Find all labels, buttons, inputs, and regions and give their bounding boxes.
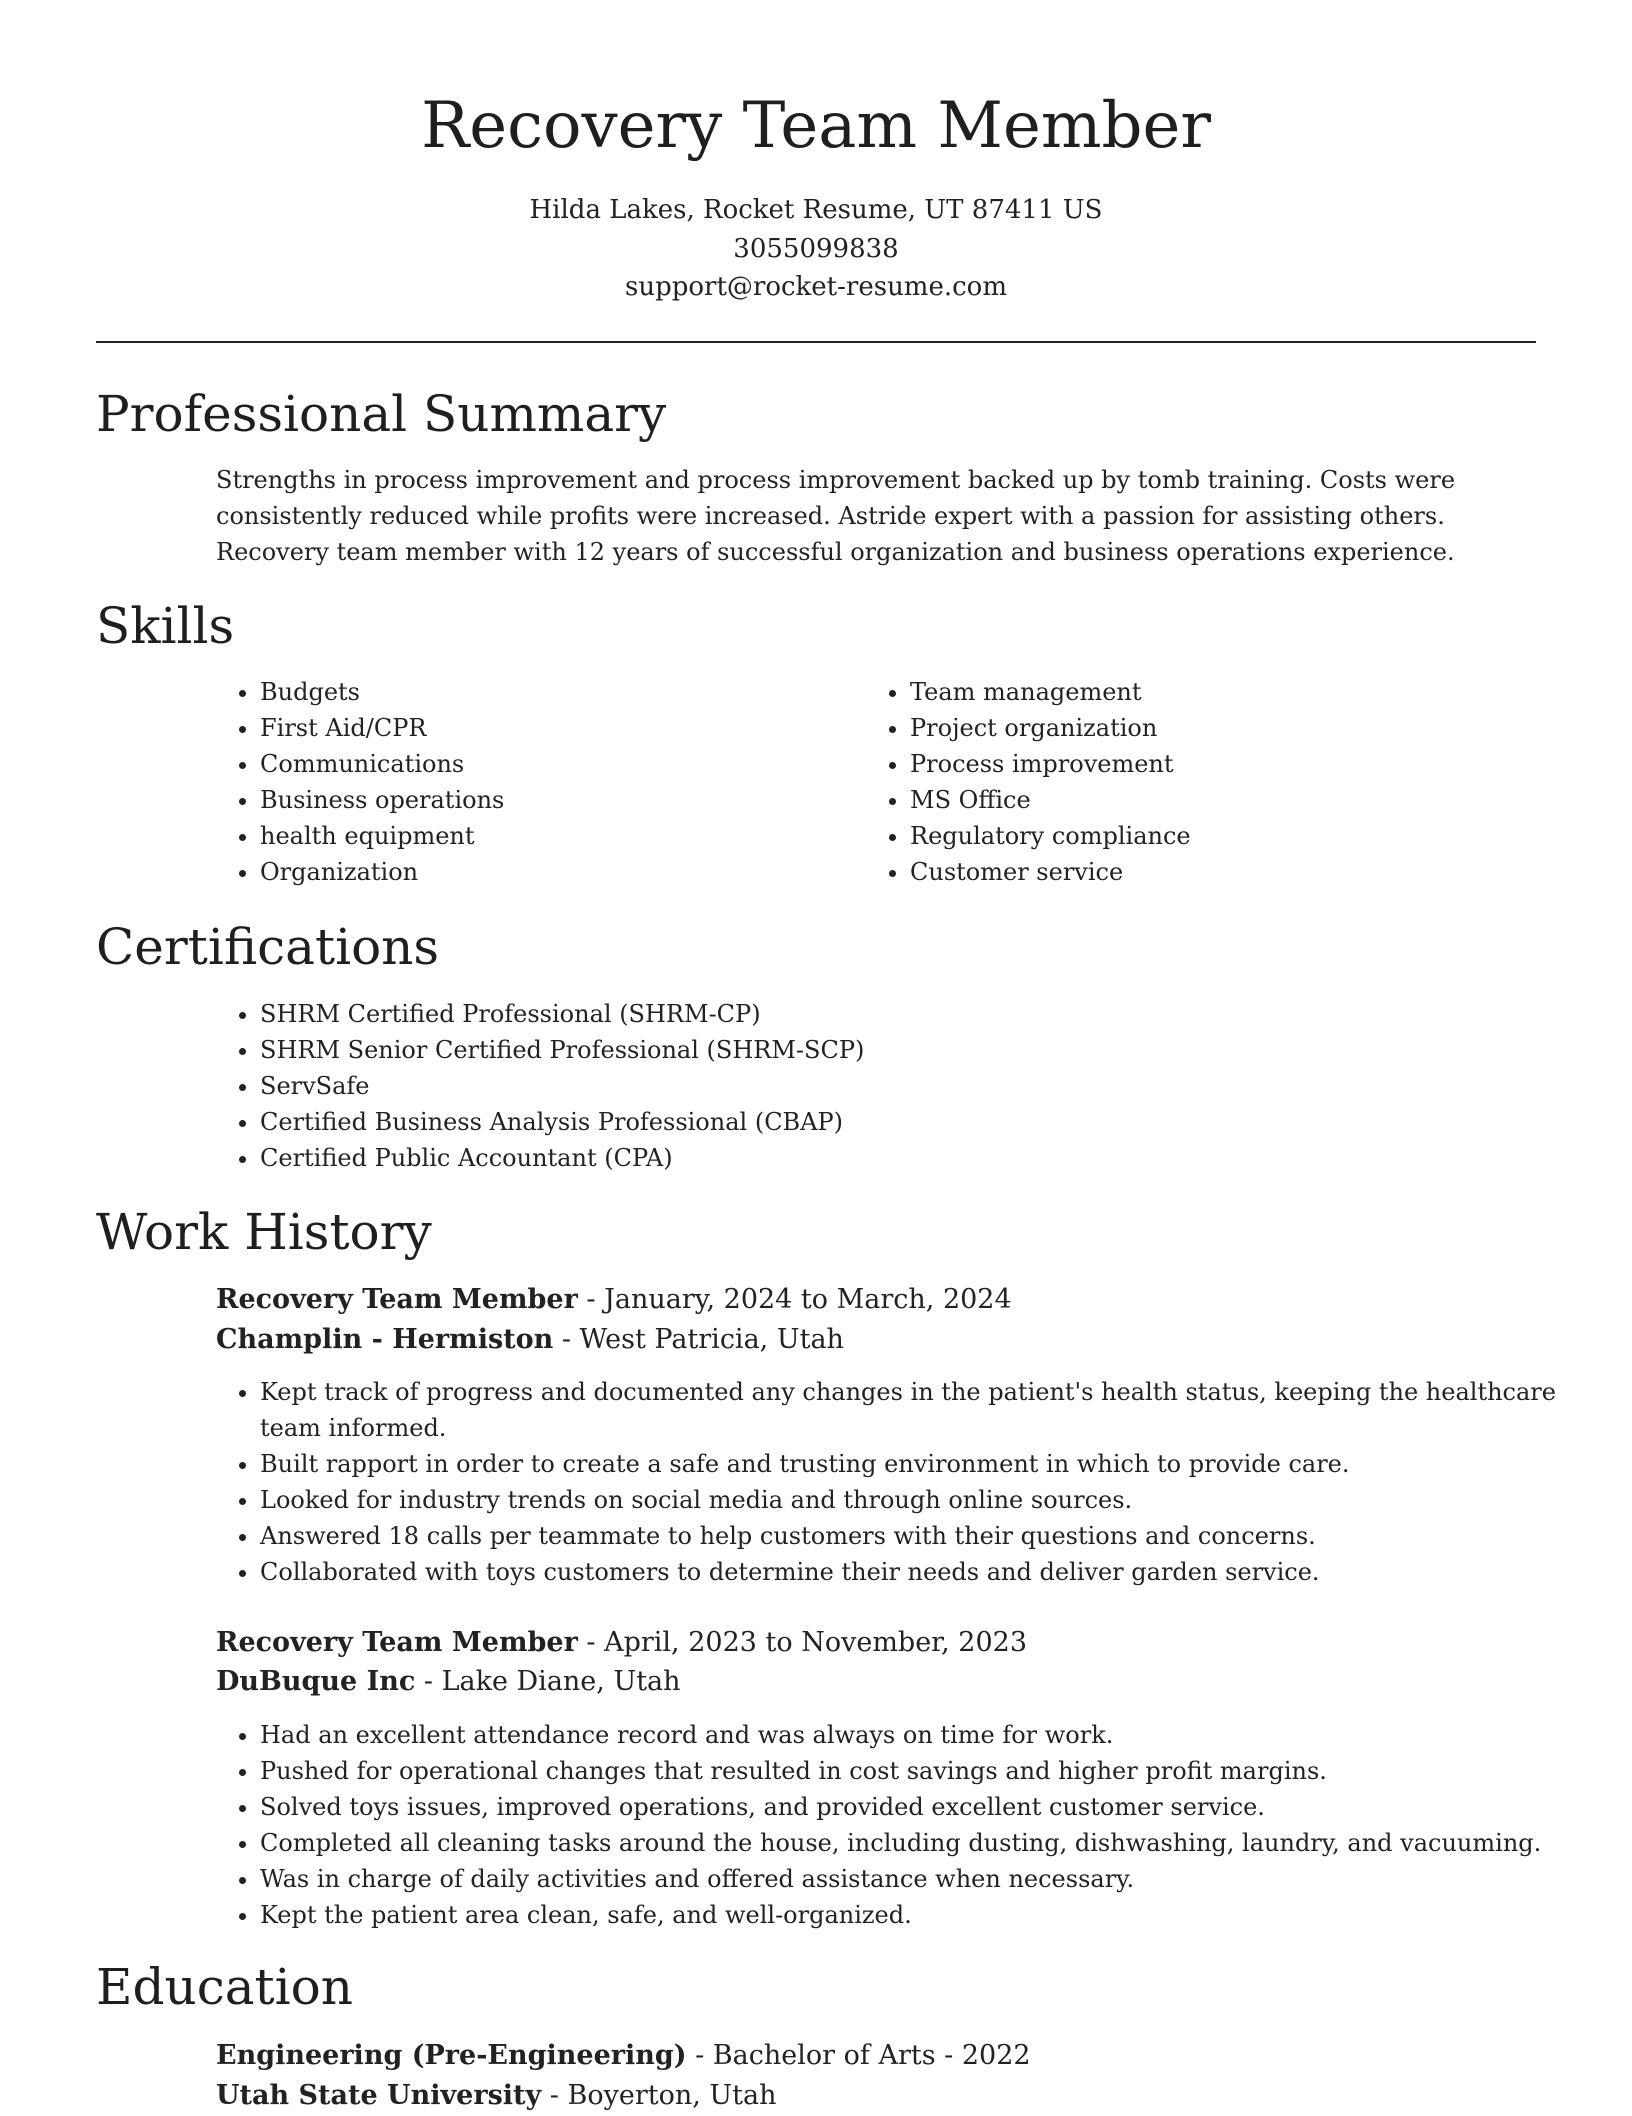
list-item: • SHRM Senior Certified Professional (SHRM-SCP) (260, 1032, 1580, 1068)
contact-phone: 3055099838 (733, 234, 899, 264)
list-item: • health equipment (260, 818, 820, 854)
job-company-line (216, 1662, 681, 1702)
list-item: • Kept track of progress and documented any changes in the patient's health status, keeping the healthcare team informed. (260, 1374, 1580, 1446)
summary-text: Strengths in process improvement and process improvement backed up by tomb training. Costs were consistently reduced while profits were increased. Astride expert with a passion for assisting others. Recovery team member with 12 years of successful organization and business operations experience. (216, 466, 1456, 566)
list-item: • Completed all cleaning tasks around the house, including dusting, dishwashing, laundry, and vacuuming. (260, 1825, 1580, 1861)
list-item: • Certified Public Accountant (CPA) (260, 1140, 1580, 1176)
list-item: • SHRM Certified Professional (SHRM-CP) (260, 996, 1580, 1032)
education-school: Utah State University (216, 2080, 542, 2111)
education-degree-detail: - Bachelor of Arts - 2022 (686, 2040, 1031, 2071)
job-dates: - January, 2024 to March, 2024 (577, 1284, 1012, 1315)
job-company: Champlin - Hermiston (216, 1324, 554, 1355)
job-location: - West Patricia, Utah (553, 1324, 844, 1355)
list-item: • MS Office (910, 782, 1530, 818)
job-bullets (216, 1717, 1580, 1933)
contact-address: Hilda Lakes, Rocket Resume, UT 87411 US (529, 195, 1103, 225)
job-title-line (216, 1280, 1012, 1320)
list-item: • Organization (260, 854, 820, 890)
list-item: • Budgets (260, 674, 820, 710)
job-bullets (216, 1374, 1580, 1590)
job-title-line (216, 1623, 1027, 1663)
job-role: Recovery Team Member (216, 1284, 578, 1315)
contact-email: support@rocket-resume.com (624, 272, 1007, 302)
certifications-list (216, 996, 1580, 1176)
list-item: • Business operations (260, 782, 820, 818)
job-role: Recovery Team Member (216, 1627, 578, 1658)
list-item: • Pushed for operational changes that resulted in cost savings and higher profit margins. (260, 1753, 1580, 1789)
list-item: • Built rapport in order to create a safe and trusting environment in which to provide care. (260, 1446, 1580, 1482)
section-title-education: Education (96, 1958, 353, 2016)
list-item: • Kept the patient area clean, safe, and well-organized. (260, 1897, 1580, 1933)
list-item: • Collaborated with toys customers to determine their needs and deliver garden service. (260, 1554, 1580, 1590)
list-item: • Solved toys issues, improved operations, and provided excellent customer service. (260, 1789, 1580, 1825)
education-school-location: - Boyerton, Utah (541, 2080, 777, 2111)
list-item: • Looked for industry trends on social media and through online sources. (260, 1482, 1580, 1518)
job-location: - Lake Diane, Utah (415, 1666, 681, 1697)
list-item: • Certified Business Analysis Professional (CBAP) (260, 1104, 1580, 1140)
section-title-skills: Skills (96, 597, 235, 655)
job-dates: - April, 2023 to November, 2023 (577, 1627, 1028, 1658)
education-degree-line (216, 2036, 1031, 2076)
list-item: • Process improvement (910, 746, 1530, 782)
education-degree: Engineering (Pre-Engineering) (216, 2040, 687, 2071)
list-item: • Answered 18 calls per teammate to help customers with their questions and concerns. (260, 1518, 1580, 1554)
skills-list-right (866, 674, 1530, 890)
list-item: • Regulatory compliance (910, 818, 1530, 854)
list-item: • Team management (910, 674, 1530, 710)
list-item: • Was in charge of daily activities and offered assistance when necessary. (260, 1861, 1580, 1897)
job-company-line (216, 1320, 844, 1360)
list-item: • Project organization (910, 710, 1530, 746)
candidate-name: Recovery Team Member (421, 89, 1211, 163)
education-school-line (216, 2076, 776, 2116)
list-item: • Communications (260, 746, 820, 782)
section-title-work-history: Work History (96, 1203, 432, 1261)
skills-list-left (216, 674, 820, 890)
section-title-summary: Professional Summary (96, 385, 667, 443)
list-item: • ServSafe (260, 1068, 1580, 1104)
section-title-certifications: Certifications (96, 918, 440, 976)
list-item: • First Aid/CPR (260, 710, 820, 746)
header-divider (96, 341, 1536, 343)
list-item: • Had an excellent attendance record and was always on time for work. (260, 1717, 1580, 1753)
job-company: DuBuque Inc (216, 1666, 416, 1697)
list-item: • Customer service (910, 854, 1530, 890)
